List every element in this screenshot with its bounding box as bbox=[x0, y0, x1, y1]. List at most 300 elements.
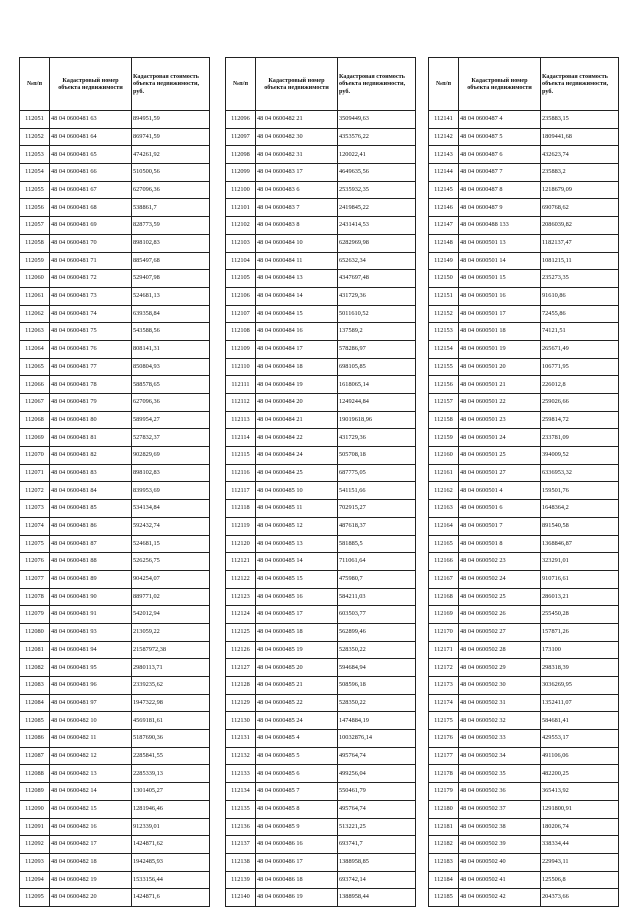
cadastral-number: 48 04 0600481 83 bbox=[50, 464, 132, 482]
table-row bbox=[429, 641, 619, 659]
cadastral-value: 850804,93 bbox=[132, 358, 210, 376]
cadastral-number: 48 04 0600481 86 bbox=[50, 517, 132, 535]
cadastral-value: 233781,09 bbox=[541, 429, 619, 447]
row-number: 112073 bbox=[20, 500, 50, 518]
row-number: 112085 bbox=[20, 712, 50, 730]
cadastral-value: 885497,68 bbox=[132, 252, 210, 270]
table-row bbox=[226, 853, 416, 871]
table-row bbox=[20, 641, 210, 659]
cadastral-value: 542012,94 bbox=[132, 606, 210, 624]
row-number: 112065 bbox=[20, 358, 50, 376]
cadastral-value: 4347697,48 bbox=[338, 270, 416, 288]
row-number: 112103 bbox=[226, 234, 256, 252]
cadastral-number: 48 04 0600501 8 bbox=[459, 535, 541, 553]
table-row bbox=[429, 889, 619, 907]
row-number: 112093 bbox=[20, 853, 50, 871]
row-number: 112134 bbox=[226, 783, 256, 801]
row-number: 112114 bbox=[226, 429, 256, 447]
cadastral-value: 432623,74 bbox=[541, 146, 619, 164]
row-number: 112159 bbox=[429, 429, 459, 447]
table-row bbox=[20, 871, 210, 889]
cadastral-number: 48 04 0600484 19 bbox=[256, 376, 338, 394]
cadastral-value: 1388958,44 bbox=[338, 889, 416, 907]
cadastral-number: 48 04 0600485 9 bbox=[256, 818, 338, 836]
cadastral-value: 487618,37 bbox=[338, 517, 416, 535]
cadastral-value: 4569181,61 bbox=[132, 712, 210, 730]
cadastral-number: 48 04 0600481 79 bbox=[50, 394, 132, 412]
row-number: 112125 bbox=[226, 623, 256, 641]
cadastral-number: 48 04 0600481 96 bbox=[50, 677, 132, 695]
row-number: 112144 bbox=[429, 164, 459, 182]
cadastral-number: 48 04 0600485 20 bbox=[256, 659, 338, 677]
table-row bbox=[226, 623, 416, 641]
cadastral-number: 48 04 0600486 17 bbox=[256, 853, 338, 871]
row-number: 112132 bbox=[226, 747, 256, 765]
row-number: 112062 bbox=[20, 305, 50, 323]
row-number: 112067 bbox=[20, 394, 50, 412]
cadastral-number: 48 04 0600481 94 bbox=[50, 641, 132, 659]
table-row bbox=[20, 500, 210, 518]
table-row bbox=[226, 447, 416, 465]
table-row bbox=[429, 712, 619, 730]
table-row bbox=[226, 535, 416, 553]
cadastral-number: 48 04 0600502 24 bbox=[459, 570, 541, 588]
table-row bbox=[429, 111, 619, 129]
table-row bbox=[20, 146, 210, 164]
table-row bbox=[429, 677, 619, 695]
cadastral-value: 495764,74 bbox=[338, 800, 416, 818]
cadastral-value: 891540,58 bbox=[541, 517, 619, 535]
table-row bbox=[20, 677, 210, 695]
row-number: 112166 bbox=[429, 553, 459, 571]
row-number: 112182 bbox=[429, 836, 459, 854]
cadastral-value: 2980113,71 bbox=[132, 659, 210, 677]
cadastral-number: 48 04 0600481 72 bbox=[50, 270, 132, 288]
cadastral-value: 482200,25 bbox=[541, 765, 619, 783]
cadastral-number: 48 04 0600501 6 bbox=[459, 500, 541, 518]
cadastral-value: 474261,92 bbox=[132, 146, 210, 164]
row-number: 112129 bbox=[226, 694, 256, 712]
cadastral-number: 48 04 0600481 90 bbox=[50, 588, 132, 606]
table-header-row bbox=[429, 58, 619, 111]
table-row bbox=[20, 783, 210, 801]
row-number: 112104 bbox=[226, 252, 256, 270]
table-header-row bbox=[226, 58, 416, 111]
table-row bbox=[226, 765, 416, 783]
cadastral-number: 48 04 0600481 82 bbox=[50, 447, 132, 465]
cadastral-number: 48 04 0600481 93 bbox=[50, 623, 132, 641]
cadastral-number: 48 04 0600502 33 bbox=[459, 730, 541, 748]
cadastral-number: 48 04 0600487 7 bbox=[459, 164, 541, 182]
cadastral-value: 1301405,27 bbox=[132, 783, 210, 801]
cadastral-number: 48 04 0600502 39 bbox=[459, 836, 541, 854]
header-cadastral-value: Кадастровая стоимость объекта недвижимости, руб. bbox=[541, 58, 619, 111]
cadastral-number: 48 04 0600482 30 bbox=[256, 128, 338, 146]
cadastral-value: 904254,07 bbox=[132, 570, 210, 588]
cadastral-number: 48 04 0600502 25 bbox=[459, 588, 541, 606]
row-number: 112168 bbox=[429, 588, 459, 606]
cadastral-value: 592432,74 bbox=[132, 517, 210, 535]
row-number: 112054 bbox=[20, 164, 50, 182]
table-row bbox=[429, 747, 619, 765]
cadastral-value: 581885,5 bbox=[338, 535, 416, 553]
cadastral-number: 48 04 0600481 69 bbox=[50, 217, 132, 235]
row-number: 112070 bbox=[20, 447, 50, 465]
cadastral-value: 589954,27 bbox=[132, 411, 210, 429]
table-row bbox=[429, 287, 619, 305]
cadastral-value: 524681,15 bbox=[132, 535, 210, 553]
table-row bbox=[20, 659, 210, 677]
table-row bbox=[226, 889, 416, 907]
row-number: 112183 bbox=[429, 853, 459, 871]
table-row bbox=[429, 181, 619, 199]
row-number: 112072 bbox=[20, 482, 50, 500]
header-cadastral-value: Кадастровая стоимость объекта недвижимости, руб. bbox=[338, 58, 416, 111]
cadastral-value: 72455,86 bbox=[541, 305, 619, 323]
row-number: 112092 bbox=[20, 836, 50, 854]
table-row bbox=[226, 128, 416, 146]
row-number: 112052 bbox=[20, 128, 50, 146]
cadastral-value: 2285339,13 bbox=[132, 765, 210, 783]
row-number: 112162 bbox=[429, 482, 459, 500]
cadastral-number: 48 04 0600484 13 bbox=[256, 270, 338, 288]
cadastral-value: 1809441,68 bbox=[541, 128, 619, 146]
row-number: 112139 bbox=[226, 871, 256, 889]
row-number: 112098 bbox=[226, 146, 256, 164]
cadastral-value: 2431414,53 bbox=[338, 217, 416, 235]
row-number: 112064 bbox=[20, 340, 50, 358]
cadastral-number: 48 04 0600481 80 bbox=[50, 411, 132, 429]
cadastral-value: 259026,66 bbox=[541, 394, 619, 412]
cadastral-number: 48 04 0600482 18 bbox=[50, 853, 132, 871]
cadastral-number: 48 04 0600501 7 bbox=[459, 517, 541, 535]
table-row bbox=[429, 252, 619, 270]
row-number: 112061 bbox=[20, 287, 50, 305]
cadastral-number: 48 04 0600483 17 bbox=[256, 164, 338, 182]
cadastral-number: 48 04 0600501 14 bbox=[459, 252, 541, 270]
cadastral-value: 898102,83 bbox=[132, 464, 210, 482]
row-number: 112076 bbox=[20, 553, 50, 571]
table-row bbox=[429, 500, 619, 518]
cadastral-value: 21587972,38 bbox=[132, 641, 210, 659]
cadastral-value: 2535932,35 bbox=[338, 181, 416, 199]
cadastral-number: 48 04 0600482 14 bbox=[50, 783, 132, 801]
table-row bbox=[429, 270, 619, 288]
row-number: 112100 bbox=[226, 181, 256, 199]
row-number: 112145 bbox=[429, 181, 459, 199]
table-row bbox=[429, 411, 619, 429]
row-number: 112175 bbox=[429, 712, 459, 730]
row-number: 112097 bbox=[226, 128, 256, 146]
cadastral-number: 48 04 0600482 13 bbox=[50, 765, 132, 783]
cadastral-value: 543588,56 bbox=[132, 323, 210, 341]
row-number: 112096 bbox=[226, 111, 256, 129]
table-row bbox=[20, 429, 210, 447]
cadastral-value: 1618065,14 bbox=[338, 376, 416, 394]
row-number: 112174 bbox=[429, 694, 459, 712]
cadastral-value: 338334,44 bbox=[541, 836, 619, 854]
row-number: 112089 bbox=[20, 783, 50, 801]
table-row bbox=[429, 588, 619, 606]
row-number: 112179 bbox=[429, 783, 459, 801]
cadastral-number: 48 04 0600482 31 bbox=[256, 146, 338, 164]
row-number: 112090 bbox=[20, 800, 50, 818]
cadastral-value: 627096,36 bbox=[132, 181, 210, 199]
table-row bbox=[429, 623, 619, 641]
row-number: 112126 bbox=[226, 641, 256, 659]
cadastral-number: 48 04 0600481 88 bbox=[50, 553, 132, 571]
table-row bbox=[20, 712, 210, 730]
table-row bbox=[226, 800, 416, 818]
cadastral-value: 226012,8 bbox=[541, 376, 619, 394]
row-number: 112080 bbox=[20, 623, 50, 641]
row-number: 112088 bbox=[20, 765, 50, 783]
cadastral-value: 508596,18 bbox=[338, 677, 416, 695]
cadastral-number: 48 04 0600485 18 bbox=[256, 623, 338, 641]
row-number: 112058 bbox=[20, 234, 50, 252]
cadastral-value: 1424871,62 bbox=[132, 836, 210, 854]
table-header-row bbox=[20, 58, 210, 111]
cadastral-number: 48 04 0600501 22 bbox=[459, 394, 541, 412]
table-row bbox=[226, 217, 416, 235]
table-row bbox=[20, 836, 210, 854]
row-number: 112140 bbox=[226, 889, 256, 907]
table-row bbox=[226, 747, 416, 765]
cadastral-value: 898102,83 bbox=[132, 234, 210, 252]
row-number: 112169 bbox=[429, 606, 459, 624]
row-number: 112075 bbox=[20, 535, 50, 553]
cadastral-value: 1947322,98 bbox=[132, 694, 210, 712]
cadastral-number: 48 04 0600481 63 bbox=[50, 111, 132, 129]
table-row bbox=[226, 358, 416, 376]
table-row bbox=[429, 358, 619, 376]
row-number: 112107 bbox=[226, 305, 256, 323]
table-row bbox=[429, 517, 619, 535]
cadastral-number: 48 04 0600482 20 bbox=[50, 889, 132, 907]
cadastral-value: 1081215,11 bbox=[541, 252, 619, 270]
cadastral-value: 137589,2 bbox=[338, 323, 416, 341]
table-row bbox=[20, 623, 210, 641]
cadastral-value: 265671,49 bbox=[541, 340, 619, 358]
row-number: 112156 bbox=[429, 376, 459, 394]
row-number: 112094 bbox=[20, 871, 50, 889]
table-row bbox=[20, 111, 210, 129]
row-number: 112165 bbox=[429, 535, 459, 553]
cadastral-value: 157871,26 bbox=[541, 623, 619, 641]
row-number: 112158 bbox=[429, 411, 459, 429]
cadastral-number: 48 04 0600501 13 bbox=[459, 234, 541, 252]
table-row bbox=[429, 340, 619, 358]
table-row bbox=[20, 889, 210, 907]
cadastral-value: 255450,28 bbox=[541, 606, 619, 624]
cadastral-value: 6282969,98 bbox=[338, 234, 416, 252]
table-row bbox=[226, 836, 416, 854]
cadastral-number: 48 04 0600501 25 bbox=[459, 447, 541, 465]
cadastral-value: 298318,39 bbox=[541, 659, 619, 677]
cadastral-value: 1942485,93 bbox=[132, 853, 210, 871]
row-number: 112170 bbox=[429, 623, 459, 641]
cadastral-value: 2339235,62 bbox=[132, 677, 210, 695]
table-row bbox=[226, 394, 416, 412]
cadastral-number: 48 04 0600485 21 bbox=[256, 677, 338, 695]
row-number: 112157 bbox=[429, 394, 459, 412]
table-row bbox=[429, 447, 619, 465]
table-row bbox=[226, 111, 416, 129]
row-number: 112161 bbox=[429, 464, 459, 482]
cadastral-value: 120022,41 bbox=[338, 146, 416, 164]
row-number: 112123 bbox=[226, 588, 256, 606]
cadastral-number: 48 04 0600485 11 bbox=[256, 500, 338, 518]
row-number: 112111 bbox=[226, 376, 256, 394]
cadastral-value: 3509449,63 bbox=[338, 111, 416, 129]
cadastral-number: 48 04 0600485 10 bbox=[256, 482, 338, 500]
cadastral-number: 48 04 0600481 85 bbox=[50, 500, 132, 518]
cadastral-number: 48 04 0600481 95 bbox=[50, 659, 132, 677]
cadastral-number: 48 04 0600485 12 bbox=[256, 517, 338, 535]
cadastral-number: 48 04 0600485 5 bbox=[256, 747, 338, 765]
row-number: 112060 bbox=[20, 270, 50, 288]
cadastral-number: 48 04 0600485 15 bbox=[256, 570, 338, 588]
cadastral-value: 431729,36 bbox=[338, 287, 416, 305]
table-row bbox=[226, 464, 416, 482]
row-number: 112131 bbox=[226, 730, 256, 748]
header-cadastral-value: Кадастровая стоимость объекта недвижимости, руб. bbox=[132, 58, 210, 111]
cadastral-number: 48 04 0600485 16 bbox=[256, 588, 338, 606]
table-row bbox=[226, 588, 416, 606]
cadastral-number: 48 04 0600485 19 bbox=[256, 641, 338, 659]
table-row bbox=[20, 323, 210, 341]
cadastral-value: 4649635,56 bbox=[338, 164, 416, 182]
cadastral-value: 259814,72 bbox=[541, 411, 619, 429]
cadastral-number: 48 04 0600501 21 bbox=[459, 376, 541, 394]
cadastral-number: 48 04 0600501 18 bbox=[459, 323, 541, 341]
table-row bbox=[20, 570, 210, 588]
row-number: 112078 bbox=[20, 588, 50, 606]
row-number: 112112 bbox=[226, 394, 256, 412]
row-number: 112099 bbox=[226, 164, 256, 182]
cadastral-number: 48 04 0600481 89 bbox=[50, 570, 132, 588]
row-number: 112071 bbox=[20, 464, 50, 482]
cadastral-number: 48 04 0600486 16 bbox=[256, 836, 338, 854]
header-cadastral-number: Кадастровый номер объекта недвижимости bbox=[256, 58, 338, 111]
row-number: 112108 bbox=[226, 323, 256, 341]
cadastral-value: 894951,59 bbox=[132, 111, 210, 129]
cadastral-number: 48 04 0600487 5 bbox=[459, 128, 541, 146]
table-row bbox=[429, 765, 619, 783]
cadastral-value: 495764,74 bbox=[338, 747, 416, 765]
cadastral-value: 235273,35 bbox=[541, 270, 619, 288]
row-number: 112152 bbox=[429, 305, 459, 323]
cadastral-number: 48 04 0600488 133 bbox=[459, 217, 541, 235]
cadastral-number: 48 04 0600502 30 bbox=[459, 677, 541, 695]
cadastral-number: 48 04 0600481 64 bbox=[50, 128, 132, 146]
table-row bbox=[226, 270, 416, 288]
row-number: 112053 bbox=[20, 146, 50, 164]
row-number: 112163 bbox=[429, 500, 459, 518]
cadastral-value: 74121,51 bbox=[541, 323, 619, 341]
table-row bbox=[429, 606, 619, 624]
table-row bbox=[20, 217, 210, 235]
row-number: 112074 bbox=[20, 517, 50, 535]
table-row bbox=[20, 447, 210, 465]
cadastral-value: 505708,18 bbox=[338, 447, 416, 465]
cadastral-number: 48 04 0600502 41 bbox=[459, 871, 541, 889]
row-number: 112056 bbox=[20, 199, 50, 217]
row-number: 112178 bbox=[429, 765, 459, 783]
table-row bbox=[429, 818, 619, 836]
table-row bbox=[429, 553, 619, 571]
cadastral-value: 1291800,91 bbox=[541, 800, 619, 818]
row-number: 112068 bbox=[20, 411, 50, 429]
table-row bbox=[226, 305, 416, 323]
cadastral-value: 173100 bbox=[541, 641, 619, 659]
row-number: 112133 bbox=[226, 765, 256, 783]
row-number: 112122 bbox=[226, 570, 256, 588]
cadastral-number: 48 04 0600484 16 bbox=[256, 323, 338, 341]
cadastral-number: 48 04 0600485 7 bbox=[256, 783, 338, 801]
table-row bbox=[429, 730, 619, 748]
cadastral-number: 48 04 0600482 19 bbox=[50, 871, 132, 889]
table-row bbox=[226, 146, 416, 164]
cadastral-value: 213059,22 bbox=[132, 623, 210, 641]
row-number: 112184 bbox=[429, 871, 459, 889]
table-row bbox=[20, 818, 210, 836]
cadastral-number: 48 04 0600487 6 bbox=[459, 146, 541, 164]
table-row bbox=[20, 535, 210, 553]
cadastral-number: 48 04 0600481 65 bbox=[50, 146, 132, 164]
cadastral-number: 48 04 0600484 17 bbox=[256, 340, 338, 358]
table-row bbox=[20, 464, 210, 482]
table-row bbox=[429, 482, 619, 500]
row-number: 112143 bbox=[429, 146, 459, 164]
cadastral-number: 48 04 0600502 26 bbox=[459, 606, 541, 624]
cadastral-value: 550461,79 bbox=[338, 783, 416, 801]
row-number: 112149 bbox=[429, 252, 459, 270]
cadastral-number: 48 04 0600482 17 bbox=[50, 836, 132, 854]
table-row bbox=[226, 783, 416, 801]
cadastral-number: 48 04 0600502 38 bbox=[459, 818, 541, 836]
row-number: 112083 bbox=[20, 677, 50, 695]
table-row bbox=[20, 588, 210, 606]
cadastral-value: 323291,01 bbox=[541, 553, 619, 571]
cadastral-number: 48 04 0600482 10 bbox=[50, 712, 132, 730]
row-number: 112117 bbox=[226, 482, 256, 500]
table-row bbox=[429, 694, 619, 712]
row-number: 112057 bbox=[20, 217, 50, 235]
table-row bbox=[226, 323, 416, 341]
cadastral-value: 4353576,22 bbox=[338, 128, 416, 146]
cadastral-value: 526256,75 bbox=[132, 553, 210, 571]
cadastral-value: 499256,04 bbox=[338, 765, 416, 783]
cadastral-value: 869741,59 bbox=[132, 128, 210, 146]
cadastral-number: 48 04 0600481 84 bbox=[50, 482, 132, 500]
cadastral-value: 652632,34 bbox=[338, 252, 416, 270]
cadastral-number: 48 04 0600481 91 bbox=[50, 606, 132, 624]
row-number: 112051 bbox=[20, 111, 50, 129]
cadastral-number: 48 04 0600487 8 bbox=[459, 181, 541, 199]
table-row bbox=[429, 199, 619, 217]
row-number: 112160 bbox=[429, 447, 459, 465]
cadastral-value: 6336953,32 bbox=[541, 464, 619, 482]
cadastral-number: 48 04 0600485 8 bbox=[256, 800, 338, 818]
cadastral-number: 48 04 0600484 14 bbox=[256, 287, 338, 305]
cadastral-value: 286013,21 bbox=[541, 588, 619, 606]
cadastral-number: 48 04 0600485 22 bbox=[256, 694, 338, 712]
table-row bbox=[226, 234, 416, 252]
cadastral-value: 125506,8 bbox=[541, 871, 619, 889]
header-cadastral-number: Кадастровый номер объекта недвижимости bbox=[50, 58, 132, 111]
row-number: 112120 bbox=[226, 535, 256, 553]
